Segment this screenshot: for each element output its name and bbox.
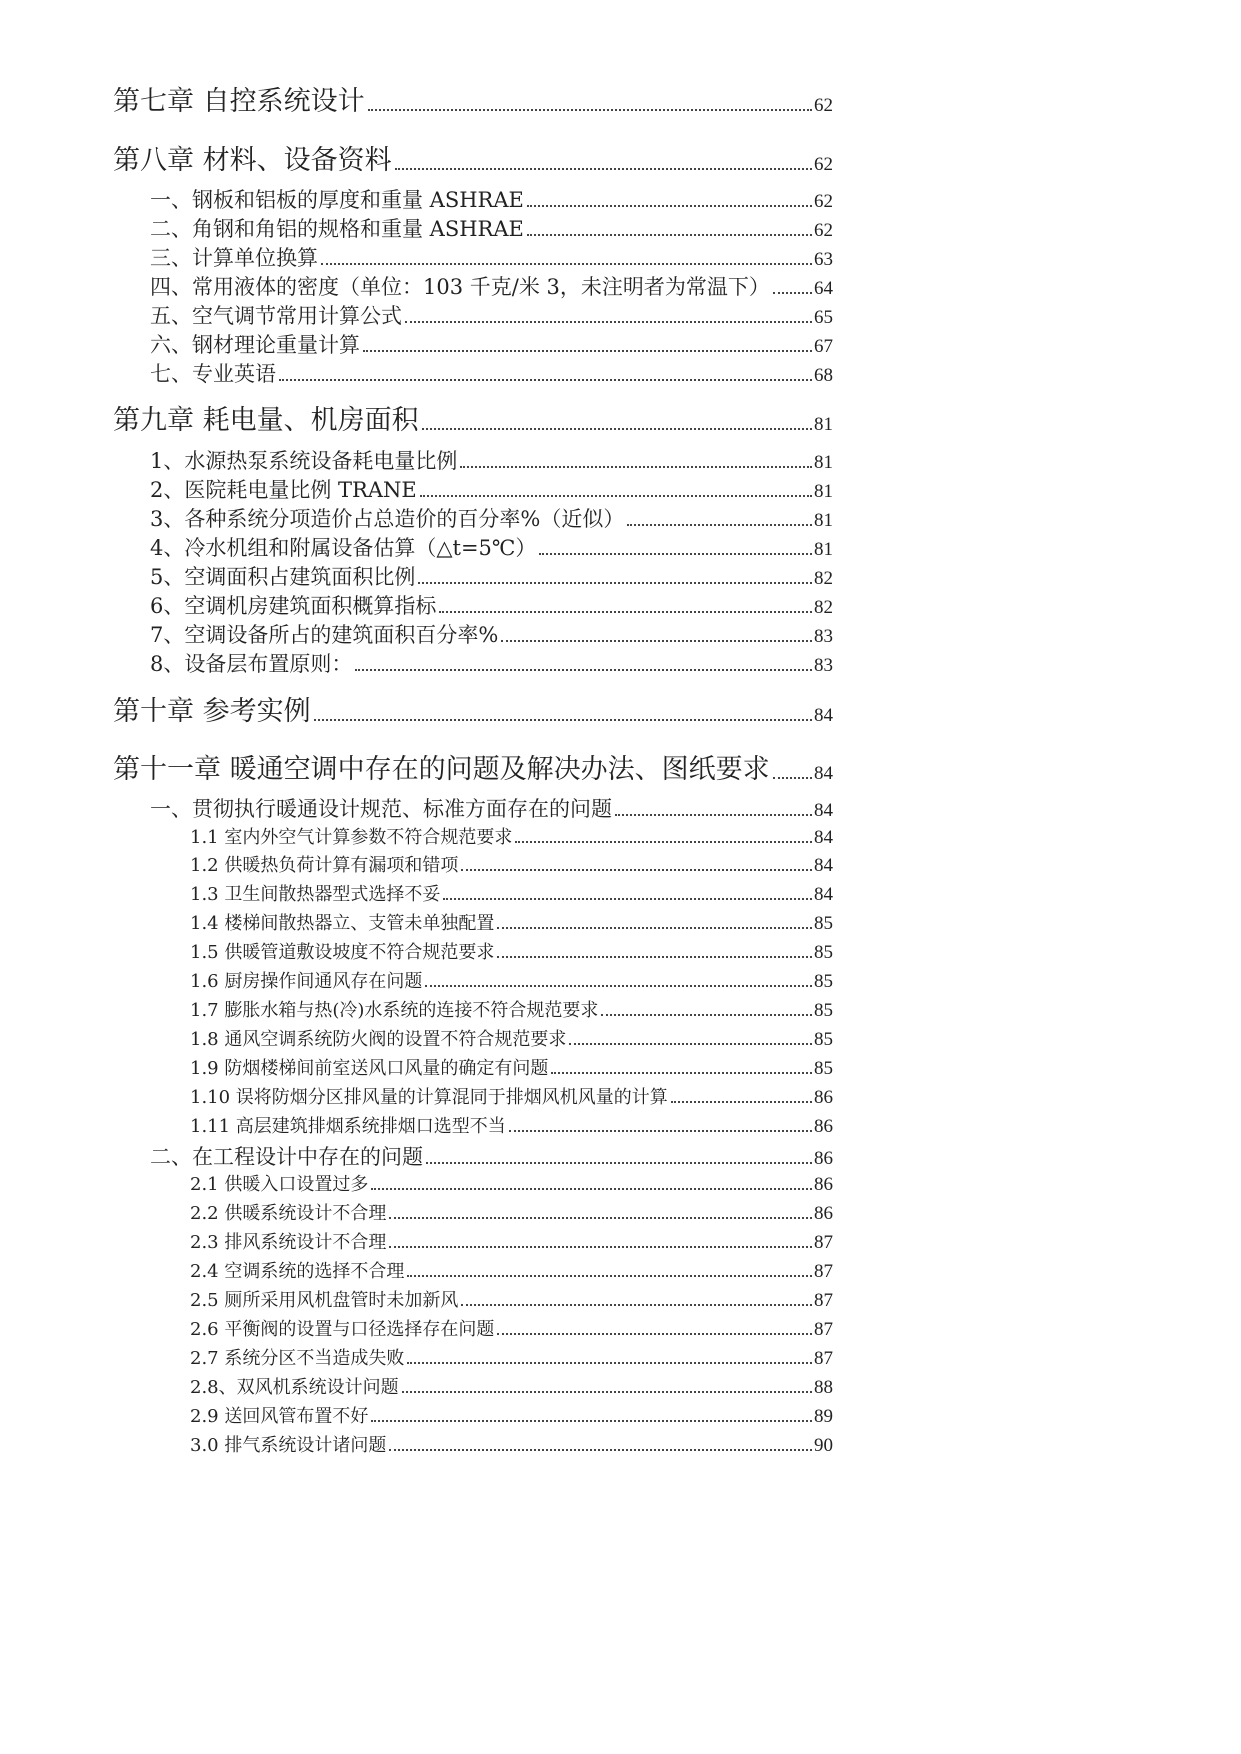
- toc-subsection-entry: [190, 1117, 833, 1136]
- toc-entry-page-number: 83: [814, 655, 833, 676]
- dot-leader: [371, 1420, 812, 1422]
- toc-entry-title: 第十章 参考实例: [113, 696, 311, 727]
- dot-leader: [461, 869, 812, 871]
- toc-section-entry: [150, 654, 833, 675]
- toc-entry-page-number: 84: [814, 705, 833, 726]
- toc-section-entry: [150, 277, 833, 298]
- toc-section-entry: [150, 248, 833, 269]
- toc-entry-title: 二、角钢和角铝的规格和重量 ASHRAE: [150, 217, 524, 241]
- dot-leader: [501, 640, 812, 642]
- toc-entry-title: 7、空调设备所占的建筑面积百分率%: [150, 623, 499, 647]
- toc-entry-title: 1.11 高层建筑排烟系统排烟口选型不当: [190, 1116, 506, 1137]
- dot-leader: [389, 1449, 812, 1451]
- dot-leader: [671, 1101, 812, 1103]
- toc-subsection-entry: [190, 1204, 833, 1223]
- dot-leader: [395, 168, 812, 170]
- toc-subsection-entry: [190, 1088, 833, 1107]
- dot-leader: [355, 669, 812, 671]
- toc-entry-title: 1.10 误将防烟分区排风量的计算混同于排烟风机风量的计算: [190, 1087, 668, 1108]
- toc-entry-page-number: 86: [814, 1087, 833, 1108]
- dot-leader: [527, 205, 812, 207]
- toc-subsection-entry: [190, 1291, 833, 1310]
- toc-entry-title: 3、各种系统分项造价占总造价的百分率%（近似）: [150, 507, 625, 531]
- dot-leader: [497, 956, 812, 958]
- dot-leader: [371, 1188, 812, 1190]
- toc-section-entry: [150, 596, 833, 617]
- toc-entry-title: 一、贯彻执行暖通设计规范、标准方面存在的问题: [150, 797, 612, 821]
- toc-entry-page-number: 89: [814, 1406, 833, 1427]
- dot-leader: [497, 1333, 812, 1335]
- toc-entry-page-number: 81: [814, 539, 833, 560]
- toc-entry-page-number: 82: [814, 597, 833, 618]
- toc-section-entry: [150, 335, 833, 356]
- dot-leader: [363, 350, 812, 352]
- dot-leader: [539, 553, 812, 555]
- dot-leader: [314, 719, 812, 721]
- toc-entry-page-number: 84: [814, 884, 833, 905]
- toc-entry-title: 2.6 平衡阀的设置与口径选择存在问题: [190, 1319, 495, 1340]
- toc-entry-title: 2.5 厕所采用风机盘管时未加新风: [190, 1290, 459, 1311]
- toc-entry-title: 1.8 通风空调系统防火阀的设置不符合规范要求: [190, 1029, 567, 1050]
- toc-entry-page-number: 86: [814, 1148, 833, 1169]
- toc-entry-page-number: 63: [814, 249, 833, 270]
- dot-leader: [627, 524, 812, 526]
- toc-entry-page-number: 85: [814, 942, 833, 963]
- dot-leader: [368, 109, 812, 111]
- dot-leader: [389, 1217, 812, 1219]
- toc-entry-title: 四、常用液体的密度（单位：103 千克/米 3，未注明者为常温下）: [150, 275, 770, 299]
- toc-entry-page-number: 81: [814, 452, 833, 473]
- toc-entry-title: 1.1 室内外空气计算参数不符合规范要求: [190, 827, 513, 848]
- toc-subsection-entry: [190, 1436, 833, 1455]
- toc-chapter-entry: [113, 756, 833, 783]
- toc-entry-title: 5、空调面积占建筑面积比例: [150, 565, 416, 589]
- toc-entry-title: 2.3 排风系统设计不合理: [190, 1232, 387, 1253]
- toc-entry-page-number: 86: [814, 1174, 833, 1195]
- dot-leader: [773, 292, 812, 294]
- toc-subsection-entry: [190, 1407, 833, 1426]
- toc-entry-title: 1.4 楼梯间散热器立、支管未单独配置: [190, 913, 495, 934]
- toc-entry-page-number: 87: [814, 1290, 833, 1311]
- toc-subsection-entry: [190, 1233, 833, 1252]
- dot-leader: [439, 611, 812, 613]
- toc-chapter-entry: [113, 698, 833, 725]
- toc-entry-title: 2.2 供暖系统设计不合理: [190, 1203, 387, 1224]
- dot-leader: [461, 1304, 812, 1306]
- toc-entry-page-number: 87: [814, 1319, 833, 1340]
- toc-section-entry: [150, 190, 833, 211]
- toc-entry-page-number: 85: [814, 971, 833, 992]
- toc-entry-page-number: 84: [814, 763, 833, 784]
- dot-leader: [321, 263, 812, 265]
- toc-section-entry: [150, 451, 833, 472]
- toc-entry-page-number: 88: [814, 1377, 833, 1398]
- toc-entry-page-number: 81: [814, 510, 833, 531]
- toc-entry-page-number: 86: [814, 1203, 833, 1224]
- toc-entry-page-number: 81: [814, 481, 833, 502]
- dot-leader: [773, 777, 812, 779]
- toc-entry-title: 三、计算单位换算: [150, 246, 318, 270]
- toc-chapter-entry: [113, 88, 833, 115]
- toc-entry-title: 第十一章 暖通空调中存在的问题及解决办法、图纸要求: [113, 754, 770, 785]
- toc-entry-page-number: 62: [814, 220, 833, 241]
- dot-leader: [569, 1043, 812, 1045]
- toc-entry-page-number: 85: [814, 1000, 833, 1021]
- toc-subsection-entry: [190, 914, 833, 933]
- dot-leader: [426, 1162, 812, 1164]
- dot-leader: [420, 495, 812, 497]
- toc-entry-title: 七、专业英语: [150, 362, 276, 386]
- toc-entry-title: 第八章 材料、设备资料: [113, 145, 392, 176]
- toc-entry-title: 4、冷水机组和附属设备估算（△t=5℃）: [150, 536, 537, 560]
- toc-entry-page-number: 84: [814, 800, 833, 821]
- toc-entry-page-number: 62: [814, 154, 833, 175]
- dot-leader: [515, 841, 812, 843]
- toc-entry-title: 1.9 防烟楼梯间前室送风口风量的确定有问题: [190, 1058, 549, 1079]
- toc-entry-title: 第九章 耗电量、机房面积: [113, 405, 419, 436]
- toc-chapter-entry: [113, 407, 833, 434]
- toc-section-entry: [150, 567, 833, 588]
- toc-subsection-entry: [190, 1001, 833, 1020]
- toc-entry-title: 2.7 系统分区不当造成失败: [190, 1348, 405, 1369]
- toc-entry-page-number: 87: [814, 1348, 833, 1369]
- toc-section-entry: [150, 799, 833, 820]
- toc-section-entry: [150, 625, 833, 646]
- toc-entry-page-number: 87: [814, 1261, 833, 1282]
- toc-entry-title: 8、设备层布置原则：: [150, 652, 353, 676]
- toc-entry-title: 二、在工程设计中存在的问题: [150, 1145, 423, 1169]
- toc-entry-title: 6、空调机房建筑面积概算指标: [150, 594, 437, 618]
- dot-leader: [402, 1391, 812, 1393]
- toc-entry-title: 1.5 供暖管道敷设坡度不符合规范要求: [190, 942, 495, 963]
- toc-subsection-entry: [190, 1030, 833, 1049]
- toc-entry-page-number: 81: [814, 414, 833, 435]
- toc-entry-page-number: 65: [814, 307, 833, 328]
- toc-subsection-entry: [190, 1175, 833, 1194]
- toc-subsection-entry: [190, 885, 833, 904]
- toc-section-entry: [150, 509, 833, 530]
- toc-entry-page-number: 82: [814, 568, 833, 589]
- dot-leader: [407, 1275, 812, 1277]
- toc-entry-page-number: 62: [814, 95, 833, 116]
- toc-entry-title: 1、水源热泵系统设备耗电量比例: [150, 449, 458, 473]
- toc-chapter-entry: [113, 147, 833, 174]
- toc-section-entry: [150, 306, 833, 327]
- toc-entry-title: 2、医院耗电量比例 TRANE: [150, 478, 417, 502]
- dot-leader: [443, 898, 812, 900]
- toc-subsection-entry: [190, 1320, 833, 1339]
- toc-entry-page-number: 85: [814, 913, 833, 934]
- toc-entry-title: 2.4 空调系统的选择不合理: [190, 1261, 405, 1282]
- dot-leader: [422, 428, 812, 430]
- toc-subsection-entry: [190, 1059, 833, 1078]
- dot-leader: [551, 1072, 812, 1074]
- toc-subsection-entry: [190, 828, 833, 847]
- dot-leader: [509, 1130, 812, 1132]
- toc-subsection-entry: [190, 1262, 833, 1281]
- dot-leader: [389, 1246, 812, 1248]
- toc-section-entry: [150, 1147, 833, 1168]
- dot-leader: [407, 1362, 812, 1364]
- toc-entry-title: 2.1 供暖入口设置过多: [190, 1174, 369, 1195]
- toc-entry-title: 一、钢板和铝板的厚度和重量 ASHRAE: [150, 188, 524, 212]
- toc-entry-page-number: 64: [814, 278, 833, 299]
- dot-leader: [497, 927, 812, 929]
- toc-section-entry: [150, 364, 833, 385]
- toc-entry-title: 2.8、双风机系统设计问题: [190, 1377, 399, 1398]
- toc-entry-page-number: 83: [814, 626, 833, 647]
- toc-entry-title: 1.3 卫生间散热器型式选择不妥: [190, 884, 441, 905]
- toc-entry-title: 第七章 自控系统设计: [113, 86, 365, 117]
- toc-entry-title: 3.0 排气系统设计诸问题: [190, 1435, 387, 1456]
- toc-entry-title: 1.6 厨房操作间通风存在问题: [190, 971, 423, 992]
- toc-entry-page-number: 67: [814, 336, 833, 357]
- dot-leader: [425, 985, 812, 987]
- toc-entry-page-number: 85: [814, 1029, 833, 1050]
- toc-entry-page-number: 87: [814, 1232, 833, 1253]
- dot-leader: [460, 466, 812, 468]
- dot-leader: [527, 234, 812, 236]
- dot-leader: [418, 582, 812, 584]
- toc-entry-title: 五、空气调节常用计算公式: [150, 304, 402, 328]
- toc-subsection-entry: [190, 972, 833, 991]
- toc-section-entry: [150, 219, 833, 240]
- toc-entry-page-number: 84: [814, 827, 833, 848]
- toc-section-entry: [150, 480, 833, 501]
- dot-leader: [615, 814, 812, 816]
- toc-entry-title: 1.7 膨胀水箱与热(冷)水系统的连接不符合规范要求: [190, 1000, 599, 1021]
- dot-leader: [405, 321, 812, 323]
- toc-entry-page-number: 86: [814, 1116, 833, 1137]
- dot-leader: [601, 1014, 812, 1016]
- toc-entry-title: 2.9 送回风管布置不好: [190, 1406, 369, 1427]
- toc-entry-title: 1.2 供暖热负荷计算有漏项和错项: [190, 855, 459, 876]
- toc-entry-page-number: 62: [814, 191, 833, 212]
- toc-subsection-entry: [190, 943, 833, 962]
- toc-entry-page-number: 90: [814, 1435, 833, 1456]
- toc-entry-title: 六、钢材理论重量计算: [150, 333, 360, 357]
- toc-entry-page-number: 85: [814, 1058, 833, 1079]
- toc-subsection-entry: [190, 1349, 833, 1368]
- toc-section-entry: [150, 538, 833, 559]
- toc-entry-page-number: 68: [814, 365, 833, 386]
- dot-leader: [279, 379, 812, 381]
- toc-subsection-entry: [190, 856, 833, 875]
- toc-entry-page-number: 84: [814, 855, 833, 876]
- toc-subsection-entry: [190, 1378, 833, 1397]
